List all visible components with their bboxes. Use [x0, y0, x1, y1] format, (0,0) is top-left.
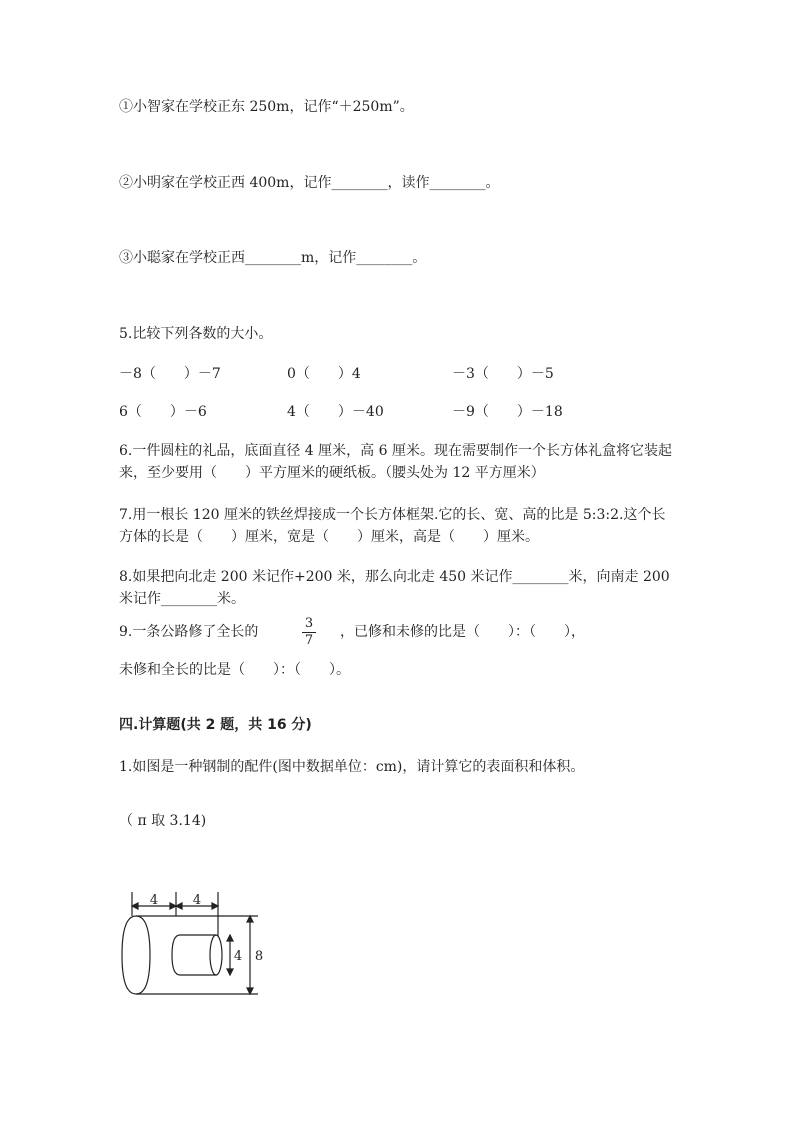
fraction-numerator: 3	[304, 616, 314, 631]
question-6: 6.一件圆柱的礼品，底面直径 4 厘米，高 6 厘米。现在需要制作一个长方体礼盒将它装起来，至少要用（ ）平方厘米的硬纸板。（腰头处为 12 平方厘米）	[119, 443, 672, 481]
calc-question-1: 1.如图是一种钢制的配件(图中数据单位：cm)，请计算它的表面积和体积。	[119, 759, 585, 775]
compare-item: －8（ ）－7	[119, 366, 221, 382]
compare-item: 4（ ）－40	[287, 404, 384, 420]
dim-label-outer: 8	[254, 949, 264, 964]
question-9-ratio-1: ，已修和未修的比是（ ）：（ ），	[340, 624, 585, 640]
fraction-denominator: 7	[304, 633, 314, 648]
compare-item: －9（ ）－18	[452, 404, 563, 420]
dim-label-inner: 4	[233, 949, 243, 964]
question-7: 7.用一根长 120 厘米的铁丝焊接成一个长方体框架.它的长、宽、高的比是 5:3:2.这个长方体的长是（ ）厘米，宽是（ ）厘米，高是（ ）厘米。	[119, 507, 666, 545]
question-8: 8.如果把向北走 200 米记作+200 米，那么向北走 450 米记作________米，向南走 200 米记作________米。	[119, 569, 670, 607]
dim-label-right: 4	[192, 893, 202, 908]
outer-cylinder-left-edge	[122, 916, 136, 994]
compare-item: 6（ ）－6	[119, 404, 207, 420]
outer-cylinder-face	[136, 916, 150, 994]
inner-cylinder-end	[210, 935, 222, 975]
inner-cylinder-left	[172, 935, 180, 975]
compare-item: －3（ ）－5	[452, 366, 554, 382]
fraction-three-sevenths	[300, 617, 318, 648]
pi-note: （ π 取 3.14)	[119, 813, 207, 829]
question-4-part1: ①小智家在学校正东 250m，记作“＋250m”。	[119, 99, 414, 115]
compare-item: 0（ ）4	[287, 366, 361, 382]
question-5: 5.比较下列各数的大小。	[119, 326, 273, 342]
question-9-start: 9.一条公路修了全长的	[119, 624, 259, 640]
question-4-part2: ②小明家在学校正西 400m，记作________，读作________。	[119, 175, 500, 191]
dim-label-left: 4	[149, 893, 159, 908]
question-4-part3: ③小聪家在学校正西________m，记作________。	[119, 250, 427, 266]
steel-part-figure	[118, 880, 268, 1000]
question-9-ratio-2: 未修和全长的比是（ ）：（ ）。	[119, 662, 350, 678]
section-heading: 四.计算题(共 2 题，共 16 分)	[119, 717, 312, 733]
